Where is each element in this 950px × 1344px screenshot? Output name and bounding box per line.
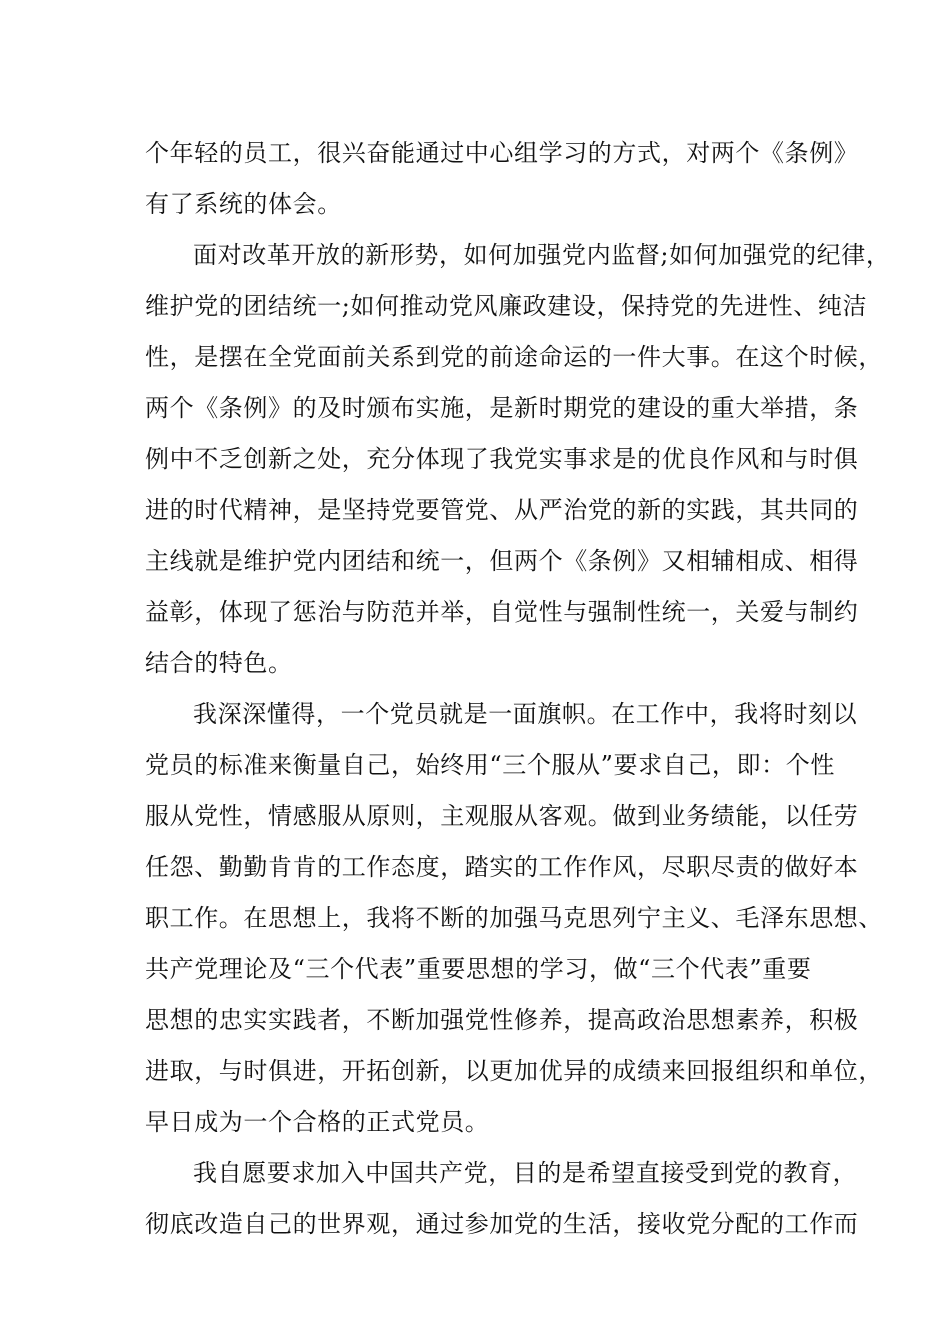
text-line: 两个《条例》的及时颁布实施，是新时期党的建设的重大举措，条: [145, 394, 859, 422]
text-line: 个年轻的员工，很兴奋能通过中心组学习的方式，对两个《条例》: [145, 139, 859, 167]
text-line: 彻底改造自己的世界观，通过参加党的生活，接收党分配的工作而: [145, 1210, 859, 1238]
text-line: 维护党的团结统一;如何推动党风廉政建设，保持党的先进性、纯洁: [145, 292, 868, 320]
text-line: 党员的标准来衡量自己，始终用“三个服从”要求自己，即：个性: [145, 751, 835, 779]
text-line: 益彰，体现了惩治与防范并举，自觉性与强制性统一，关爱与制约: [145, 598, 859, 626]
paragraph-start-line: 面对改革开放的新形势，如何加强党内监督;如何加强党的纪律，: [193, 241, 891, 269]
text-line: 例中不乏创新之处，充分体现了我党实事求是的优良作风和与时俱: [145, 445, 859, 473]
text-line: 早日成为一个合格的正式党员。: [145, 1108, 490, 1136]
body-text: [145, 128, 891, 1250]
paragraph-start-line: 我深深懂得，一个党员就是一面旗帜。在工作中，我将时刻以: [193, 700, 858, 728]
text-line: 共产党理论及“三个代表”重要思想的学习，做“三个代表”重要: [145, 955, 812, 983]
text-line: 结合的特色。: [145, 649, 293, 677]
text-line: 主线就是维护党内团结和统一，但两个《条例》又相辅相成、相得: [145, 547, 859, 575]
text-line: 职工作。在思想上，我将不断的加强马克思列宁主义、毛泽东思想、: [145, 904, 883, 932]
text-line: 进的时代精神，是坚持党要管党、从严治党的新的实践，其共同的: [145, 496, 859, 524]
text-line: 思想的忠实实践者，不断加强党性修养，提高政治思想素养，积极: [145, 1006, 859, 1034]
text-line: 服从党性，情感服从原则，主观服从客观。做到业务绩能，以任劳: [145, 802, 859, 830]
text-line: 性，是摆在全党面前关系到党的前途命运的一件大事。在这个时候，: [145, 343, 883, 371]
text-line: 进取，与时俱进，开拓创新，以更加优异的成绩来回报组织和单位，: [145, 1057, 883, 1085]
text-line: 任怨、勤勤肯肯的工作态度，踏实的工作作风，尽职尽责的做好本: [145, 853, 859, 881]
text-line: 有了系统的体会。: [145, 190, 342, 218]
paragraph-start-line: 我自愿要求加入中国共产党，目的是希望直接受到党的教育，: [193, 1159, 858, 1187]
